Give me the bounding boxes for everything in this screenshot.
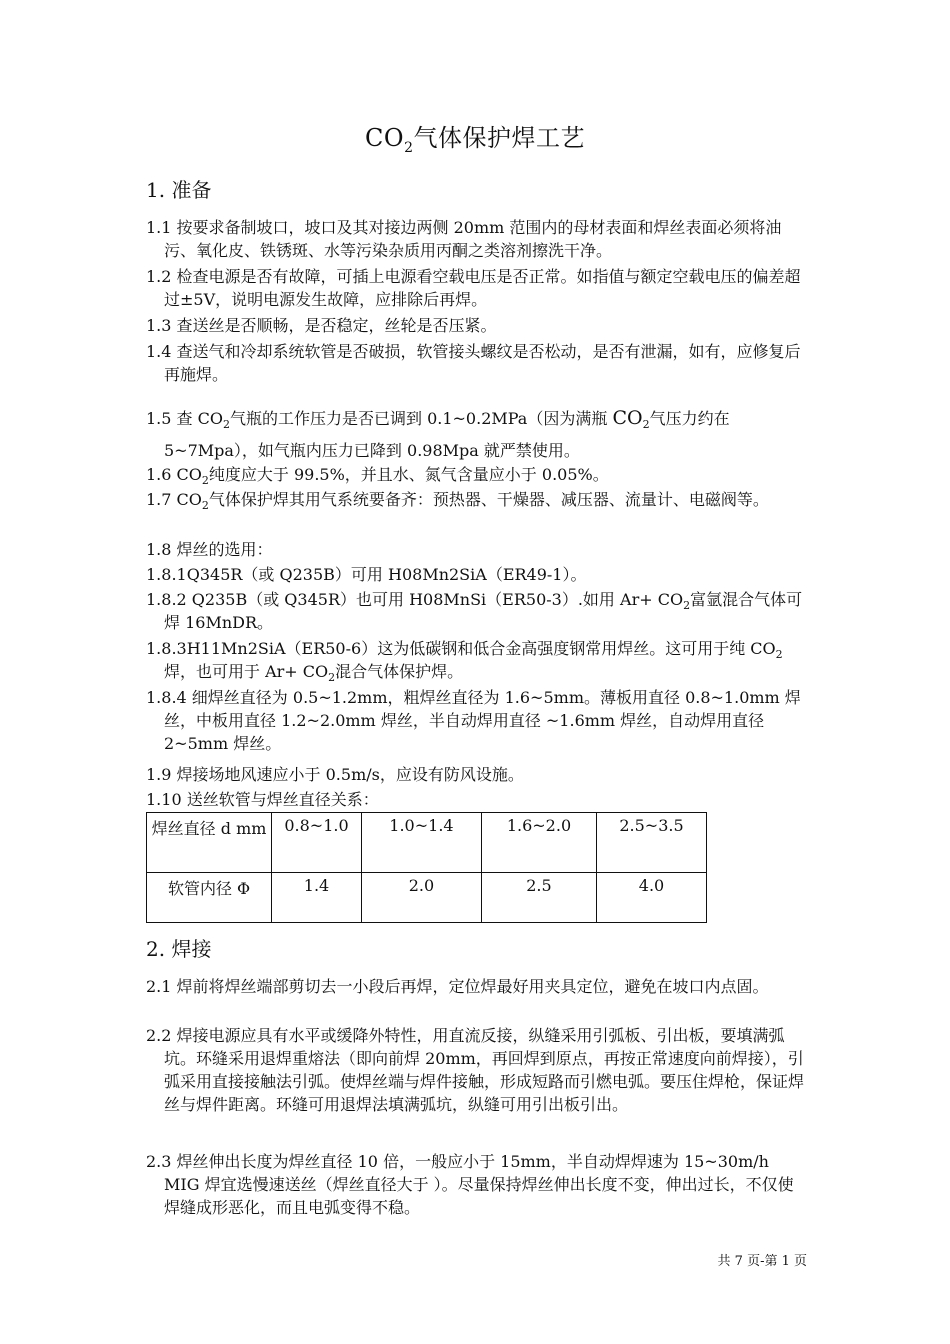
table-cell: 2.5~3.5	[596, 813, 706, 873]
paragraph-1-8-4: 1.8.4 细焊丝直径为 0.5~1.2mm，粗焊丝直径为 1.6~5mm。薄板用直径 0.8~1.0mm 焊丝，中板用直径 1.2~2.0mm 焊丝，半自动焊用直径 ~1.6mm 焊丝，自动焊用直径 2~5mm 焊丝。	[146, 688, 801, 753]
page-footer: 共 7 页-第 1 页	[717, 1254, 807, 1269]
table-cell: 4.0	[596, 873, 706, 923]
hose-wire-diameter-table	[146, 812, 707, 923]
table-cell: 0.8~1.0	[272, 813, 362, 873]
paragraph-1-10: 1.10 送丝软管与焊丝直径关系：	[146, 790, 379, 809]
table-cell: 软管内径 Φ	[147, 873, 272, 923]
paragraph-1-6: 1.6 $CO_2$纯度应大于 99.5%，并且水、氮气含量应小于 0.05%。	[146, 465, 609, 487]
table-cell: 焊丝直径 d mm	[147, 813, 272, 873]
paragraph-1-4: 1.4 查送气和冷却系统软管是否破损，软管接头螺纹是否松动，是否有泄漏，如有，应修复后再施焊。	[146, 342, 801, 384]
paragraph-1-8-2: 1.8.2 Q235B（或 Q345R）也可用 H08MnSi（ER50-3）.如用 $Ar+ CO_2$富氩混合气体可焊 16MnDR。	[146, 590, 803, 632]
table-row	[147, 873, 707, 923]
page-title: $CO_2$气体保护焊工艺	[365, 124, 585, 156]
paragraph-2-1: 2.1 焊前将焊丝端部剪切去一小段后再焊，定位焊最好用夹具定位，避免在坡口内点固。	[146, 977, 769, 996]
paragraph-1-3: 1.3 查送丝是否顺畅，是否稳定，丝轮是否压紧。	[146, 316, 497, 335]
table-cell: 2.0	[361, 873, 481, 923]
paragraph-1-8-3: 1.8.3H11Mn2SiA（ER50-6）这为低碳钢和低合金高强度钢常用焊丝。这可用于纯 $CO_2$焊，也可用于 $Ar+ CO_2$混合气体保护焊。	[146, 639, 783, 684]
table-cell: 2.5	[481, 873, 596, 923]
section-heading-welding: 2. 焊接	[146, 937, 212, 961]
paragraph-1-8: 1.8 焊丝的选用：	[146, 540, 273, 559]
paragraph-2-3: 2.3 焊丝伸出长度为焊丝直径 10 倍，一般应小于 15mm，半自动焊焊速为 15~30m/h MIG 焊宜选慢速送丝（焊丝直径大于 ）。尽量保持焊丝伸出长度不变，伸出过长，不仅使焊缝成形恶化，而且电弧变得不稳。	[146, 1152, 794, 1217]
paragraph-1-9: 1.9 焊接场地风速应小于 0.5m/s，应设有防风设施。	[146, 765, 524, 784]
table-cell: 1.4	[272, 873, 362, 923]
table-cell: 1.6~2.0	[481, 813, 596, 873]
paragraph-1-5: 1.5 查 $CO_2$气瓶的工作压力是否已调到 0.1~0.2MPa（因为满瓶 $CO_2$气压力约在 5~7Mpa），如气瓶内压力已降到 0.98Mpa 就严禁使用。	[146, 407, 730, 460]
section-heading-preparation: 1. 准备	[146, 178, 212, 202]
paragraph-1-1: 1.1 按要求备制坡口，坡口及其对接边两侧 20mm 范围内的母材表面和焊丝表面必须将油污、氧化皮、铁锈斑、水等污染杂质用丙酮之类溶剂擦洗干净。	[146, 218, 782, 260]
paragraph-1-7: 1.7 $CO_2$气体保护焊其用气系统要备齐：预热器、干燥器、减压器、流量计、电磁阀等。	[146, 490, 769, 512]
paragraph-2-2: 2.2 焊接电源应具有水平或缓降外特性，用直流反接，纵缝采用引弧板、引出板，要填满弧坑。环缝采用退焊重熔法（即向前焊 20mm，再回焊到原点，再按正常速度向前焊接），引弧采用直接接触法引弧。使焊丝端与焊件接触，形成短路而引燃电弧。要压住焊枪，保证焊丝与焊件距离。环缝可用退焊法填满弧坑，纵缝可用引出板引出。	[146, 1026, 805, 1114]
paragraph-1-2: 1.2 检查电源是否有故障，可插上电源看空载电压是否正常。如指值与额定空载电压的偏差超过±5V，说明电源发生故障，应排除后再焊。	[146, 267, 801, 309]
paragraph-1-8-1: 1.8.1Q345R（或 Q235B）可用 H08Mn2SiA（ER49-1）。	[146, 565, 587, 584]
table-cell: 1.0~1.4	[361, 813, 481, 873]
table-row	[147, 813, 707, 873]
